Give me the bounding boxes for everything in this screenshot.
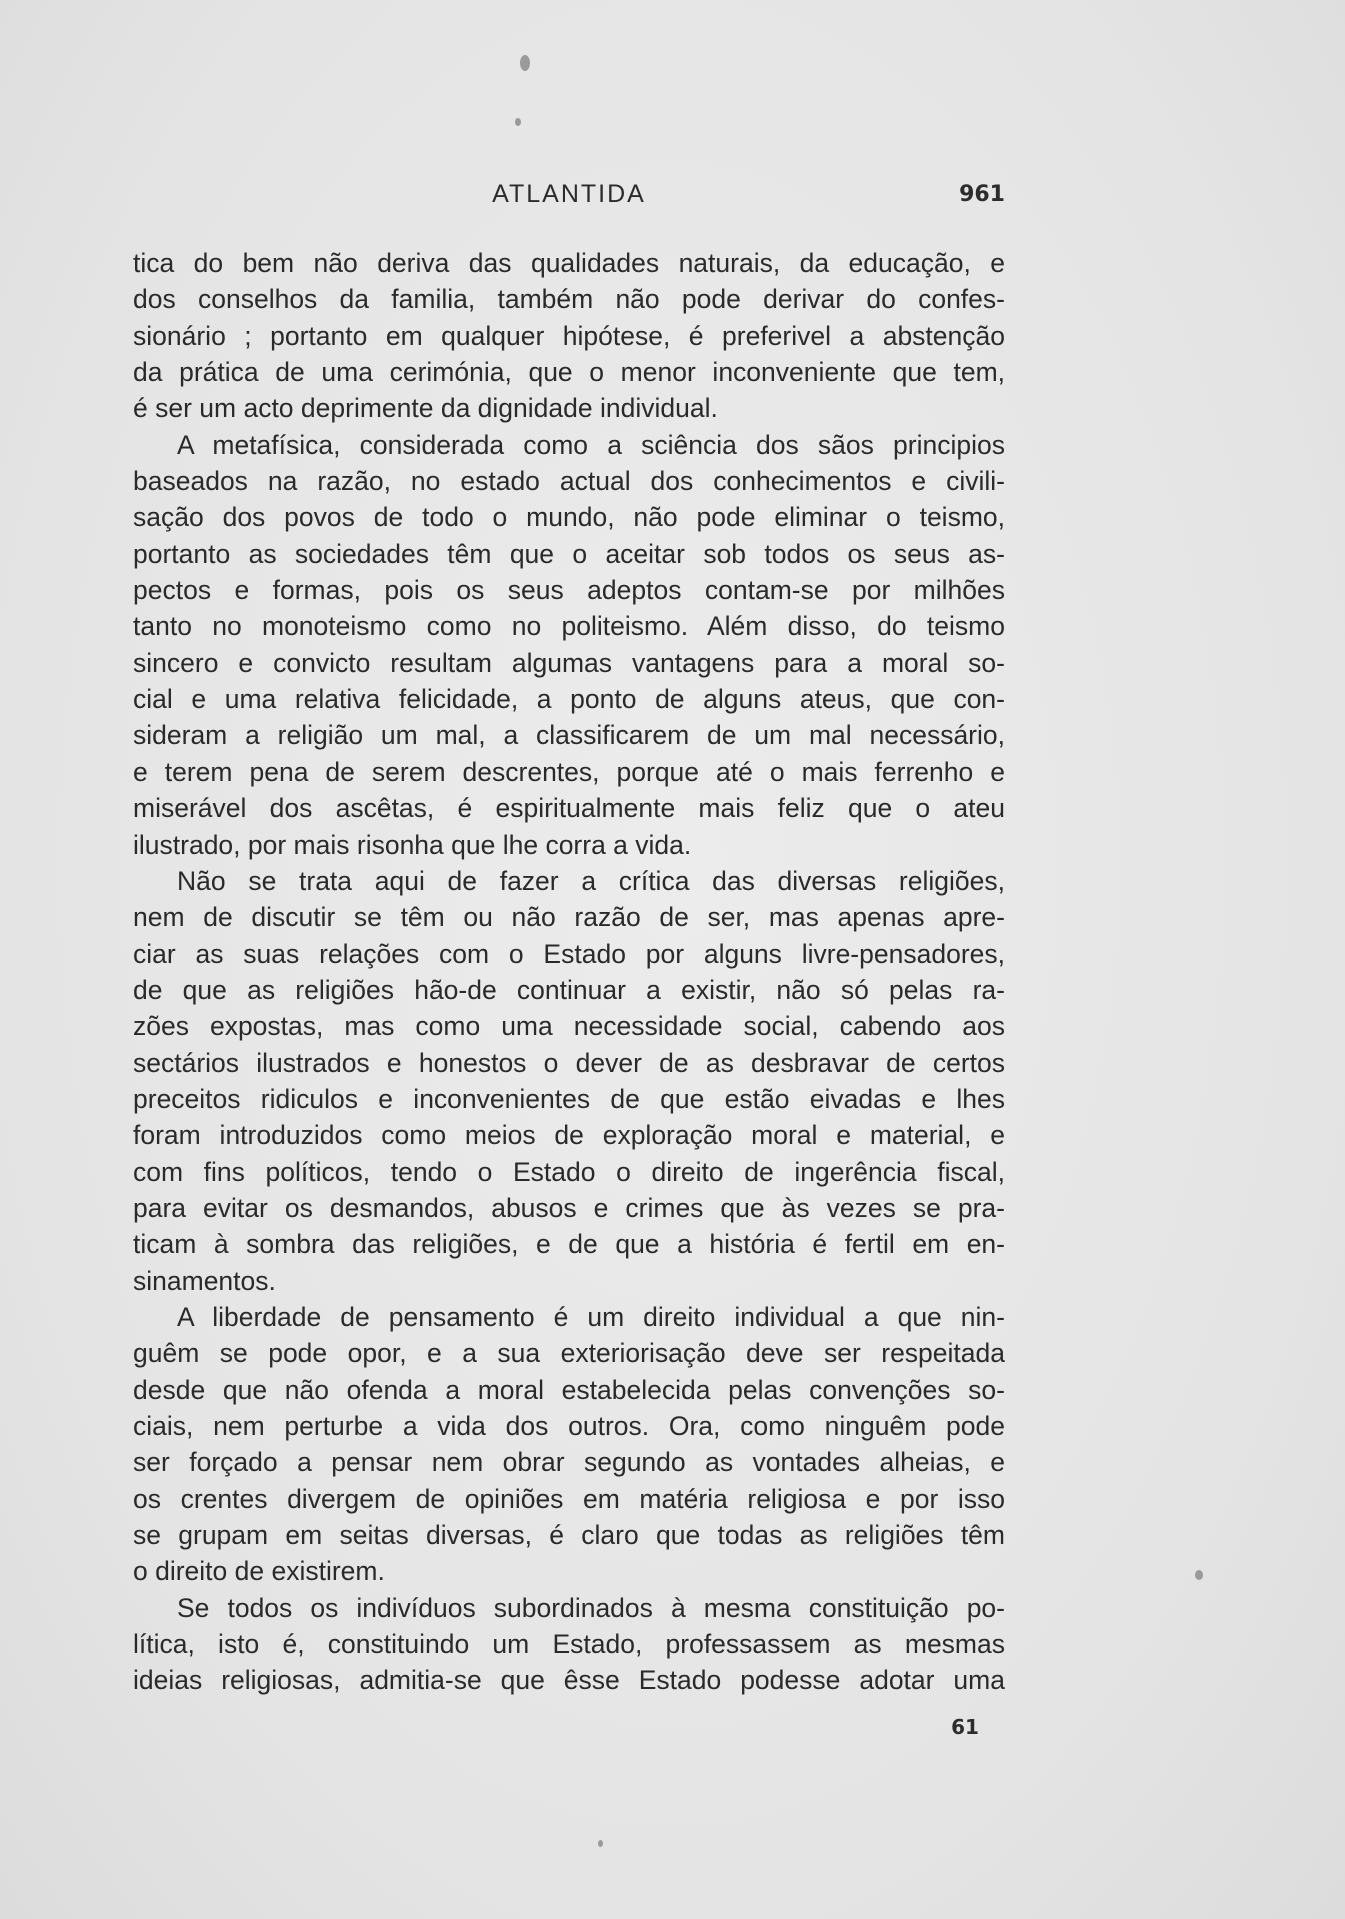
text-line: Se todos os indivíduos subordinados à mesma constituição po- [177,1592,1005,1623]
text-line: sação dos povos de todo o mundo, não pode eliminar o teismo, [133,502,1005,533]
text-line: se grupam em seitas diversas, é claro que todas as religiões têm [133,1520,1005,1551]
text-line: ideias religiosas, admitia-se que êsse Estado podesse adotar uma [133,1665,1005,1696]
text-line: para evitar os desmandos, abusos e crimes que às vezes se pra- [133,1192,1005,1223]
text-line: cial e uma relativa felicidade, a ponto de alguns ateus, que con- [133,684,1005,715]
text-line: portanto as sociedades têm que o aceitar sob todos os seus as- [133,538,1005,569]
paragraph [133,1299,1005,1590]
text-line: da prática de uma cerimónia, que o menor inconveniente que tem, [133,357,1005,388]
text-line: ser forçado a pensar nem obrar segundo as vontades alheias, e [133,1447,1005,1478]
text-line: é ser um acto deprimente da dignidade individual. [133,393,718,424]
page-number: 961 [959,182,1005,207]
text-line: preceitos ridiculos e inconvenientes de que estão eivadas e lhes [133,1083,1005,1114]
ink-speck [1195,1570,1203,1580]
running-header [133,180,1005,216]
text-line: pectos e formas, pois os seus adeptos contam-se por milhões [133,575,1005,606]
text-line: dos conselhos da familia, também não pode derivar do confes- [133,284,1005,315]
text-line: ciais, nem perturbe a vida dos outros. Ora, como ninguêm pode [133,1411,1005,1441]
paragraph [133,1590,1005,1699]
body-text [133,245,1005,1699]
text-line: o direito de existirem. [133,1556,385,1587]
text-line: baseados na razão, no estado actual dos conhecimentos e civili- [133,466,1005,497]
text-line: ilustrado, por mais risonha que lhe corra a vida. [133,829,692,860]
text-line: de que as religiões hão-de continuar a existir, não só pelas ra- [133,974,1005,1005]
text-line: ticam à sombra das religiões, e de que a história é fertil em en- [133,1229,1005,1260]
text-line: sideram a religião um mal, a classificarem de um mal necessário, [133,720,1005,751]
text-line: zões expostas, mas como uma necessidade social, cabendo aos [133,1011,1005,1042]
text-line: desde que não ofenda a moral estabelecida pelas convenções so- [133,1374,1005,1405]
text-line: foram introduzidos como meios de exploração moral e material, e [133,1120,1005,1151]
text-line: A metafísica, considerada como a sciência dos sãos principios [177,429,1005,460]
text-line: sionário ; portanto em qualquer hipótese, é preferivel a abstenção [133,320,1005,351]
text-line: guêm se pode opor, e a sua exteriorisação deve ser respeitada [133,1338,1005,1369]
paragraph [133,245,1005,427]
text-line: sincero e convicto resultam algumas vantagens para a moral so- [133,647,1005,678]
text-line: com fins políticos, tendo o Estado o direito de ingerência fiscal, [133,1156,1005,1187]
text-line: A liberdade de pensamento é um direito individual a que nin- [177,1301,1005,1332]
paragraph [133,863,1005,1299]
text-line: tanto no monoteismo como no politeismo. Além disso, do teismo [133,611,1005,642]
text-line: Não se trata aqui de fazer a crítica das diversas religiões, [177,865,1005,896]
text-line: tica do bem não deriva das qualidades naturais, da educação, e [133,248,1005,278]
text-line: lítica, isto é, constituindo um Estado, professassem as mesmas [133,1629,1005,1660]
text-line: nem de discutir se têm ou não razão de ser, mas apenas apre- [133,902,1005,933]
ink-speck [598,1840,603,1847]
ink-speck [520,55,530,71]
text-line: e terem pena de serem descrentes, porque até o mais ferrenho e [133,756,1005,787]
signature-mark: 61 [951,1715,979,1739]
running-title: ATLANTIDA [492,180,646,208]
text-line: os crentes divergem de opiniões em matéria religiosa e por isso [133,1483,1005,1514]
text-line: sectários ilustrados e honestos o dever de as desbravar de certos [133,1047,1005,1078]
paragraph [133,427,1005,863]
ink-speck [515,118,521,126]
text-line: sinamentos. [133,1265,276,1296]
text-line: miserável dos ascêtas, é espiritualmente mais feliz que o ateu [133,793,1005,824]
text-line: ciar as suas relações com o Estado por alguns livre-pensadores, [133,938,1005,969]
